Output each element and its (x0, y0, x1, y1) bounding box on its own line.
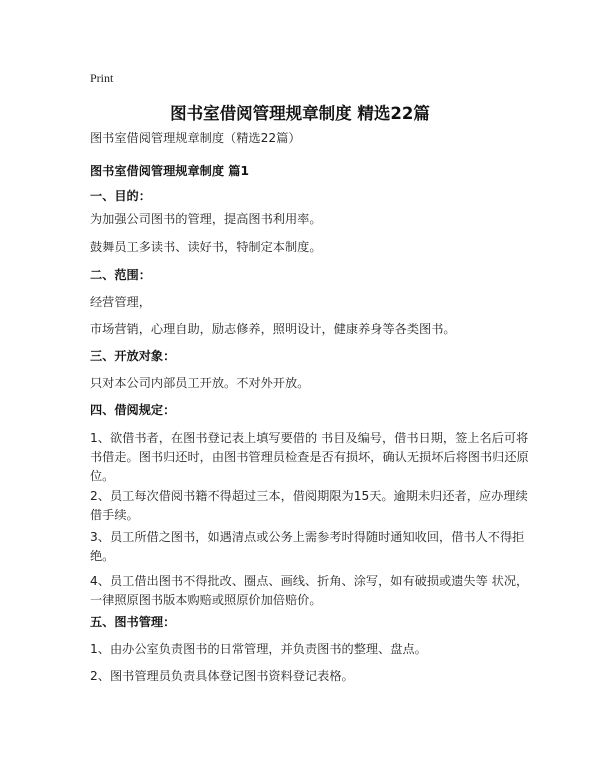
paragraph: 1、由办公室负责图书的日常管理，并负责图书的整理、盘点。 (90, 642, 427, 656)
paragraph: 市场营销，心理自助，励志修养，照明设计，健康养身等各类图书。 (90, 322, 456, 336)
paragraph: 鼓舞员工多读书、读好书，特制定本制度。 (90, 240, 322, 254)
paragraph: 3、员工所借之图书，如遇清点或公务上需参考时得随时通知收回，借书人不得拒绝。 (90, 530, 525, 563)
document-title: 图书室借阅管理规章制度 精选22篇 (170, 104, 430, 123)
paragraph: 1、欲借书者，在图书登记表上填写要借的 书目及编号，借书日期，签上名后可将书借走。图书归还时，由图书管理员检查是否有损坏，确认无损坏后将图书归还原位。 (90, 431, 529, 483)
paragraph: 经营管理， (90, 295, 151, 309)
section-title: 图书室借阅管理规章制度 篇1 (90, 164, 249, 178)
section-heading-audience: 三、开放对象： (90, 349, 176, 363)
paragraph: 2、图书管理员负责具体登记图书资料登记表格。 (90, 669, 354, 683)
section-heading-borrowing-rules: 四、借阅规定： (90, 403, 176, 417)
print-link[interactable]: Print (90, 71, 114, 85)
document-subtitle: 图书室借阅管理规章制度（精选22篇） (90, 131, 301, 145)
paragraph: 2、员工每次借阅书籍不得超过三本，借阅期限为15天。逾期未归还者，应办理续借手续。 (90, 489, 528, 522)
section-heading-scope: 二、范围： (90, 268, 151, 282)
section-heading-book-management: 五、图书管理： (90, 615, 176, 629)
paragraph: 为加强公司图书的管理，提高图书利用率。 (90, 212, 322, 226)
paragraph: 只对本公司内部员工开放。不对外开放。 (90, 376, 310, 390)
section-heading-purpose: 一、目的： (90, 189, 151, 203)
paragraph: 4、员工借出图书不得批改、圈点、画线、折角、涂写，如有破损或遗失等 状况，一律照原图书版本购赔或照原价加倍赔价。 (90, 574, 529, 607)
